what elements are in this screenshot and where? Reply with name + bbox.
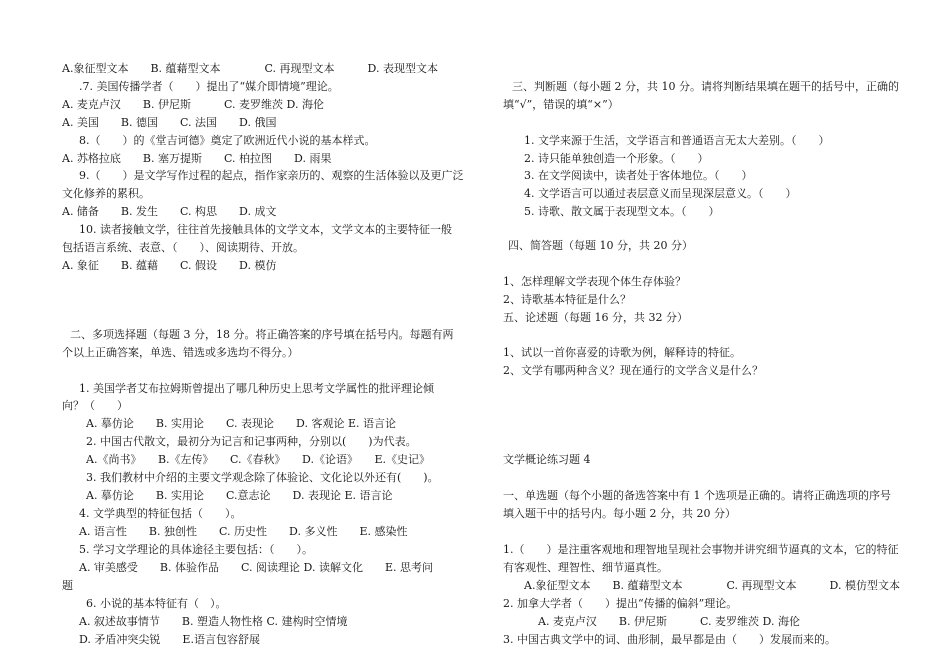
q6-options: A.象征型文本 B. 蕴藉型文本 C. 再现型文本 D. 表现型文本	[62, 62, 438, 75]
section-1-heading: 一、单选题（每个小题的备选答案中有 1 个选项是正确的。请将正确选项的序号	[503, 489, 891, 502]
mq6-stem: 6. 小说的基本特征有（ ）。	[86, 597, 227, 610]
essay1: 1、试以一首你喜爱的诗歌为例，解释诗的特征。	[503, 346, 741, 359]
mq4-options: A. 语言性 B. 独创性 C. 历史性 D. 多义性 E. 感染性	[79, 525, 408, 538]
section-3-heading: 三、判断题（每小题 2 分，共 10 分。请将判断结果填在题干的括号中，正确的	[512, 80, 899, 93]
mq2-options: A.《尚书》 B.《左传》 C.《春秋》 D.《论语》 E.《史记》	[86, 453, 430, 466]
section-2-heading: 二、多项选择题（每题 3 分，18 分。将正确答案的序号填在括号内。每题有两	[70, 328, 454, 341]
mq3-options: A. 摹仿论 B. 实用论 C.意志论 D. 表现论 E. 语言论	[86, 489, 393, 502]
mq4-stem: 4. 文学典型的特征包括（ ）。	[79, 507, 242, 520]
q7-stem: .7. 美国传播学者（ ）提出了“媒介即情境”理论。	[79, 80, 339, 93]
r-q2-options: A. 麦克卢汉 B. 伊尼斯 C. 麦罗维茨 D. 海伦	[538, 615, 800, 628]
exercise-4-title: 文学概论练习题 4	[503, 453, 591, 466]
q8-stem: 8.（ ）的《堂吉诃德》奠定了欧洲近代小说的基本样式。	[79, 134, 376, 147]
sa2: 2、诗歌基本特征是什么？	[503, 293, 631, 306]
mq1-stem-cont: 向？（ ）	[62, 399, 128, 412]
q9-options: A. 储备 B. 发生 C. 构思 D. 成文	[62, 205, 277, 218]
tf4: 4. 文学语言可以通过表层意义而呈现深层意义。（ ）	[524, 187, 797, 200]
mq6-options-1: A. 叙述故事情节 B. 塑造人物性格 C. 建构时空情境	[79, 615, 348, 628]
tf2: 2. 诗只能单独创造一个形象。（ ）	[524, 152, 709, 165]
section-5-heading: 五、论述题（每题 16 分，共 32 分）	[503, 311, 688, 324]
mq6-options-2: D. 矛盾冲突尖锐 E.语言包容舒展	[79, 633, 260, 646]
mq5-stem: 5. 学习文学理论的具体途径主要包括：（ ）。	[79, 543, 313, 556]
tf3: 3. 在文学阅读中，读者处于客体地位。（ ）	[524, 169, 753, 182]
mq5-options: A. 审美感受 B. 体验作品 C. 阅读理论 D. 读解文化 E. 思考问	[79, 561, 433, 574]
extra-options: A. 美国 B. 德国 C. 法国 D. 俄国	[62, 116, 277, 129]
q10-stem-cont: 包括语言系统、表意、（ ）、阅读期待、开放。	[62, 241, 304, 254]
q7-options: A. 麦克卢汉 B. 伊尼斯 C. 麦罗维茨 D. 海伦	[62, 98, 324, 111]
tf5: 5. 诗歌、散文属于表现型文本。（ ）	[524, 205, 720, 218]
r-q1-stem-cont: 有客观性、理智性、细节逼真性。	[503, 561, 668, 574]
mq2-stem: 2. 中国古代散文，最初分为记言和记事两种，分别以( )为代表。	[86, 435, 417, 448]
essay2: 2、文学有哪两种含义？现在通行的文学含义是什么？	[503, 364, 763, 377]
q10-options: A. 象征 B. 蕴藉 C. 假设 D. 模仿	[62, 259, 277, 272]
section-2-heading-cont: 个以上正确答案，单选、错选或多选均不得分。）	[62, 346, 299, 359]
mq1-stem: 1. 美国学者艾布拉姆斯曾提出了哪几种历史上思考文学属性的批评理论倾	[79, 382, 434, 395]
r-q2-stem: 2. 加拿大学者（ ）提出“传播的偏斜”理论。	[503, 597, 738, 610]
r-q1-stem: 1.（ ）是注重客观地和理智地呈现社会事物并讲究细节逼真的文本，它的特征	[503, 543, 899, 556]
q9-stem-cont: 文化修养的累积。	[62, 187, 150, 200]
section-3-heading-cont: 填“√”，错误的填“×”）	[503, 98, 619, 111]
q9-stem: 9.（ ）是文学写作过程的起点，指作家亲历的、观察的生活体验以及更广泛	[79, 169, 464, 182]
tf1: 1. 文学来源于生活，文学语言和普通语言无太大差别。（ ）	[524, 134, 830, 147]
r-q1-options: A.象征型文本 B. 蕴藉型文本 C. 再现型文本 D. 模仿型文本	[524, 579, 900, 592]
r-q3-stem: 3. 中国古典文学中的词、曲形制，最早都是由（ ）发展而来的。	[503, 633, 836, 646]
q8-options: A. 苏格拉底 B. 塞万提斯 C. 柏拉图 D. 雨果	[62, 152, 332, 165]
mq1-options: A. 摹仿论 B. 实用论 C. 表现论 D. 客观论 E. 语言论	[86, 417, 396, 430]
mq5-options-cont: 题	[62, 579, 73, 592]
sa1: 1、怎样理解文学表现个体生存体验？	[503, 275, 686, 288]
q10-stem: 10. 读者接触文学，往往首先接触具体的文学文本，文学文本的主要特征一般	[79, 223, 452, 236]
section-1-heading-cont: 填入题干中的括号内。每小题 2 分，共 20 分）	[503, 507, 736, 520]
section-4-heading: 四、简答题（每题 10 分，共 20 分）	[508, 239, 693, 252]
mq3-stem: 3. 我们教材中介绍的主要文学观念除了体验论、文化论以外还有( )。	[86, 471, 439, 484]
